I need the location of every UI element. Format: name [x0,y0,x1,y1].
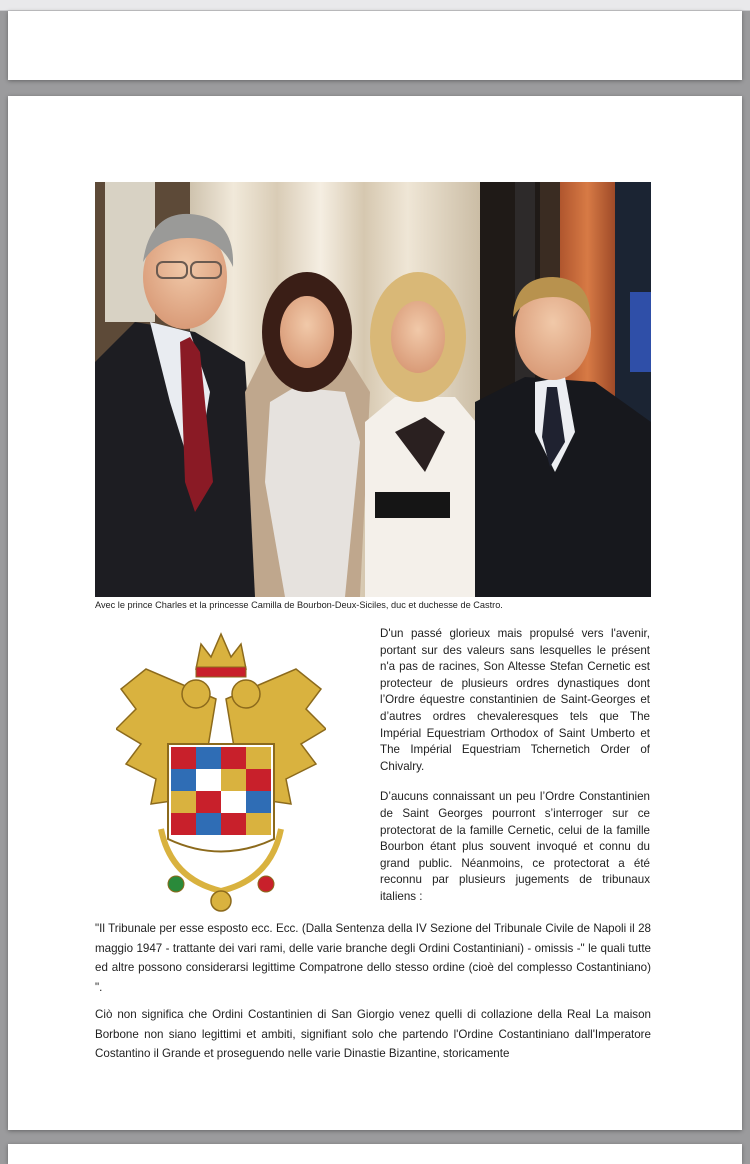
paragraph-2: D’aucuns connaissant un peu l’Ordre Constantinien de Saint Georges pourront s’interroger sur ce protectorat de la famille Cernetic, celui de la famille Bourbon étant plus souvent invoqué et connu du grand public. Néanmoins, ce protectorat a été reconnu par plusieurs jugements de tribunaux italiens : [380,790,650,903]
coat-of-arms-icon [116,629,326,919]
coat-of-arms [116,629,326,919]
next-page[interactable] [8,1144,742,1164]
group-photo [95,182,651,597]
quote-text: "Il Tribunale per esse esposto ecc. Ecc. (Dalla Sentenza della IV Sezione del Tribunale Civile de Napoli il 28 maggio 1947 - trattante dei vari rami, delle varie branche degli Ordini Costantiniani) - omissis -" le quali tutte ed altre possono considerarsi legittime Compatrone dello stesso ordine (cioè del complesso Costantiniano) ". [95,922,651,994]
paragraph-3: Ciò non significa che Ordini Costantinien di San Giorgio venez quelli di collazione della Real La maison Borbone non siano legittimi et ambiti, signifiant solo che partendo l'Ordine Costantiniano dall'Imperatore Costantino il Grande et proseguendo nelle varie Dinastie Bizantine, storicamente [95,1008,651,1060]
group-photo-image [95,182,651,597]
document-page[interactable] [8,96,742,1130]
photo-caption: Avec le prince Charles et la princesse Camilla de Bourbon-Deux-Siciles, duc et duchesse de Castro. [95,600,503,610]
paragraph-1: D'un passé glorieux mais propulsé vers l'avenir, portant sur des valeurs sans lesquelles le présent n'a pas de racines, Son Altesse Stefan Cernetic est protecteur de plusieurs ordres dynastiques dont l’Ordre équestre constantinien de Saint-Georges et d’autres ordres chevaleresques tels que The Impérial Equestriam Orthodox of Saint Umberto et The Impérial Equestriam Tchernetich Order of Chivalry. [380,627,650,773]
viewer-top-bar [0,0,750,11]
article-continuation [95,1005,651,1064]
tribunal-quote [95,919,651,997]
previous-page[interactable] [8,11,742,80]
article-intro [380,626,650,920]
